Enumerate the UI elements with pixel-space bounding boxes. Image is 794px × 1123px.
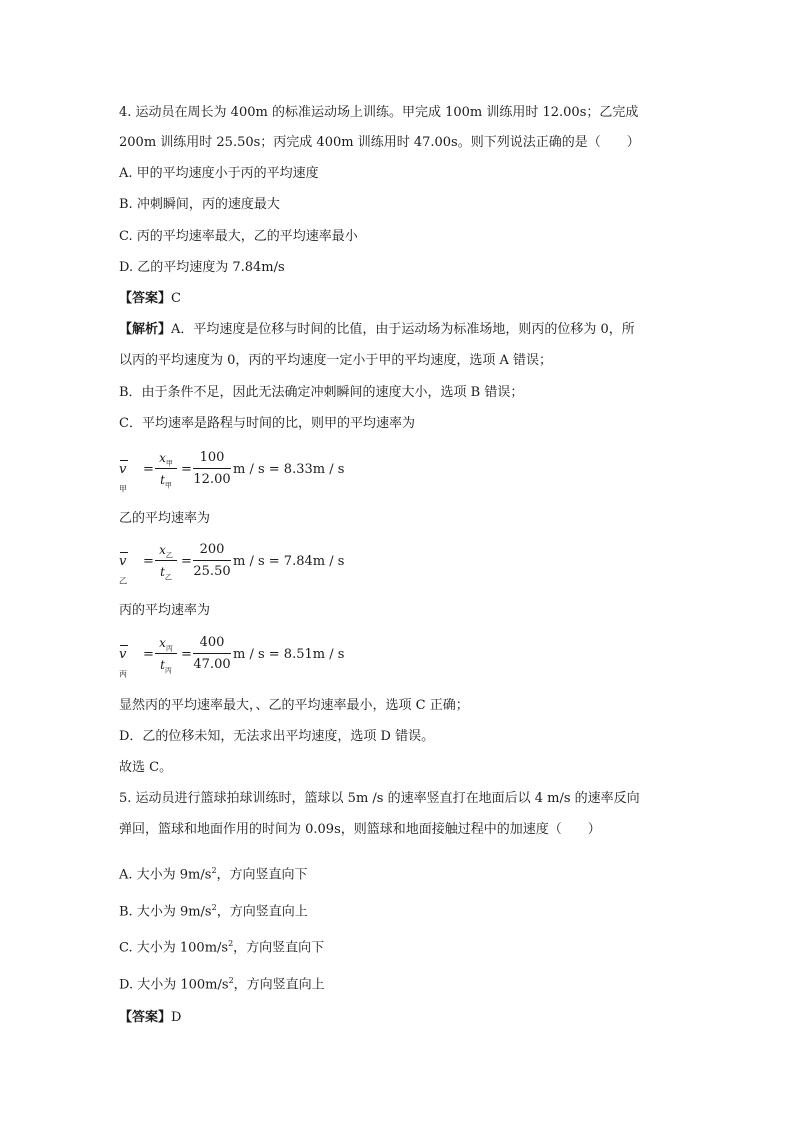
q5-option-a: A. 大小为 $9m/s^2$，方向竖直向下 [119, 866, 308, 883]
avg-speed-symbol: $v_丙$ [119, 647, 127, 679]
q4-stem-line1: 4. 运动员在周长为 400m 的标准运动场上训练。甲完成 100m 训练用时 12.00s；乙完成 [119, 105, 639, 120]
q4-conclusion-line2: D．乙的位移未知，无法求出平均速度，选项 D 错误。 [119, 729, 435, 744]
q4-analysis-line1: 【解析】A．平均速度是位移与时间的比值，由于运动场为标准场地，则丙的位移为 0，所 [119, 322, 635, 337]
equation-result: m / s = 8.51m / s [233, 647, 345, 662]
q5-answer [119, 1009, 181, 1027]
q5-option-d: D. 大小为 $100m/s^2$，方向竖直向上 [119, 976, 325, 993]
answer-value: C [171, 291, 181, 306]
fraction-values: $\frac{200}{25.50}$ [193, 542, 231, 579]
q5-stem-line2: 弹回，篮球和地面作用的时间为 0.09s，则篮球和地面接触过程中的加速度（ ） [119, 822, 601, 837]
label-yi: 乙的平均速率为 [119, 511, 211, 526]
q4-conclusion-line1: 显然丙的平均速率最大，、乙的平均速率最小，选项 C 正确； [119, 698, 469, 713]
answer-tag: 【答案】 [119, 1010, 172, 1025]
q4-option-d: D. 乙的平均速度为 7.84m/s [119, 260, 285, 275]
answer-value: D [171, 1010, 182, 1025]
q4-stem-line2: 200m 训练用时 25.50s；丙完成 400m 训练用时 47.00s。则下列说法正确的是（ ） [119, 135, 640, 150]
analysis-tag: 【解析】 [119, 322, 172, 337]
q4-conclusion-line3: 故选 C。 [119, 760, 173, 775]
q4-option-c: C. 丙的平均速率最大，乙的平均速率最小 [119, 229, 358, 244]
q4-analysis-line2: 以丙的平均速度为 0，丙的平均速度一定小于甲的平均速度，选项 A 错误； [119, 353, 553, 368]
fraction-x-over-t: $x_乙$ $t_乙$ [155, 540, 177, 581]
avg-speed-symbol: $v_甲$ [119, 462, 127, 494]
q4-analysis-line4: C．平均速率是路程与时间的比，则甲的平均速率为 [119, 416, 415, 431]
fraction-x-over-t: $x_甲$ $t_甲$ [155, 448, 177, 489]
fraction-values: $\frac{100}{12.00}$ [193, 450, 231, 487]
q5-option-c: C. 大小为 $100m/s^2$，方向竖直向下 [119, 939, 325, 956]
document-page: 4. 运动员在周长为 400m 的标准运动场上训练。甲完成 100m 训练用时 12.00s；乙完成 200m 训练用时 25.50s；丙完成 400m 训练用时 47.00s。则下列说法正确的是（ ） A. 甲的平均速度小于丙的平均速度 B. 冲刺瞬间，丙的速度最大 C. 丙的平均速率最大，乙的平均速率最小 D. 乙的平均速度为 7.84m/s 【答案】C 【解析】A．平均速度是位移与时间的比值，由于运动场为标准场地，则丙的位移为 0，所 以丙的平均速度为 0，丙的平均速度一定小于甲的平均速度，选项 A 错误； B．由于条件不足，因此无法确定冲刺瞬间的速度大小，选项 B 错误； C．平均速率是路程与时间的比，则甲的平均速率为 $v_甲$ = $x_甲$ $t_甲$ = $\frac{100}{12.00}$ m / s = 8.33m / s 乙的平均速率为 $v_乙$ = $x_乙$ $t_乙$ = $\frac{200}{25.50}$ m / s = 7.84m / s 丙的平均速率为 $v_丙$ = $x_丙$ $t_丙$ = $\frac{400}{47.00}$ m / s = 8.51m / s 显然丙的平均速率最大，、乙的平均速率最小，选项 C 正确； D．乙的位移未知，无法求出平均速度，选项 D 错误。 故选 C。 5. 运动员进行篮球拍球训练时，篮球以 5m /s 的速率竖直打在地面后以 4 m/s 的速率反向 弹回，篮球和地面作用的时间为 0.09s，则篮球和地面接触过程中的加速度（ ） A. 大小为 $9m/s^2$，方向竖直向下 B. 大小为 $9m/s^2$，方向竖直向上 C. 大小为 $100m/s^2$，方向竖直向下 D. 大小为 $100m/s^2$，方向竖直向上 【答案】D [119, 105, 640, 1025]
equation-result: m / s = 8.33m / s [233, 462, 345, 477]
q4-answer [119, 290, 181, 308]
fraction-x-over-t: $x_丙$ $t_丙$ [155, 633, 177, 674]
q4-analysis-line3: B．由于条件不足，因此无法确定冲刺瞬间的速度大小，选项 B 错误； [119, 385, 524, 400]
equation-result: m / s = 7.84m / s [233, 554, 345, 569]
q4-option-a: A. 甲的平均速度小于丙的平均速度 [119, 166, 319, 181]
fraction-values: $\frac{400}{47.00}$ [193, 635, 231, 672]
q5-stem-line1: 5. 运动员进行篮球拍球训练时，篮球以 5m /s 的速率竖直打在地面后以 4 m/s 的速率反向 [119, 791, 640, 806]
q5-option-b: B. 大小为 $9m/s^2$，方向竖直向上 [119, 903, 308, 920]
q4-option-b: B. 冲刺瞬间，丙的速度最大 [119, 197, 280, 212]
answer-tag: 【答案】 [119, 291, 172, 306]
avg-speed-symbol: $v_乙$ [119, 554, 127, 586]
label-bing: 丙的平均速率为 [119, 603, 211, 618]
